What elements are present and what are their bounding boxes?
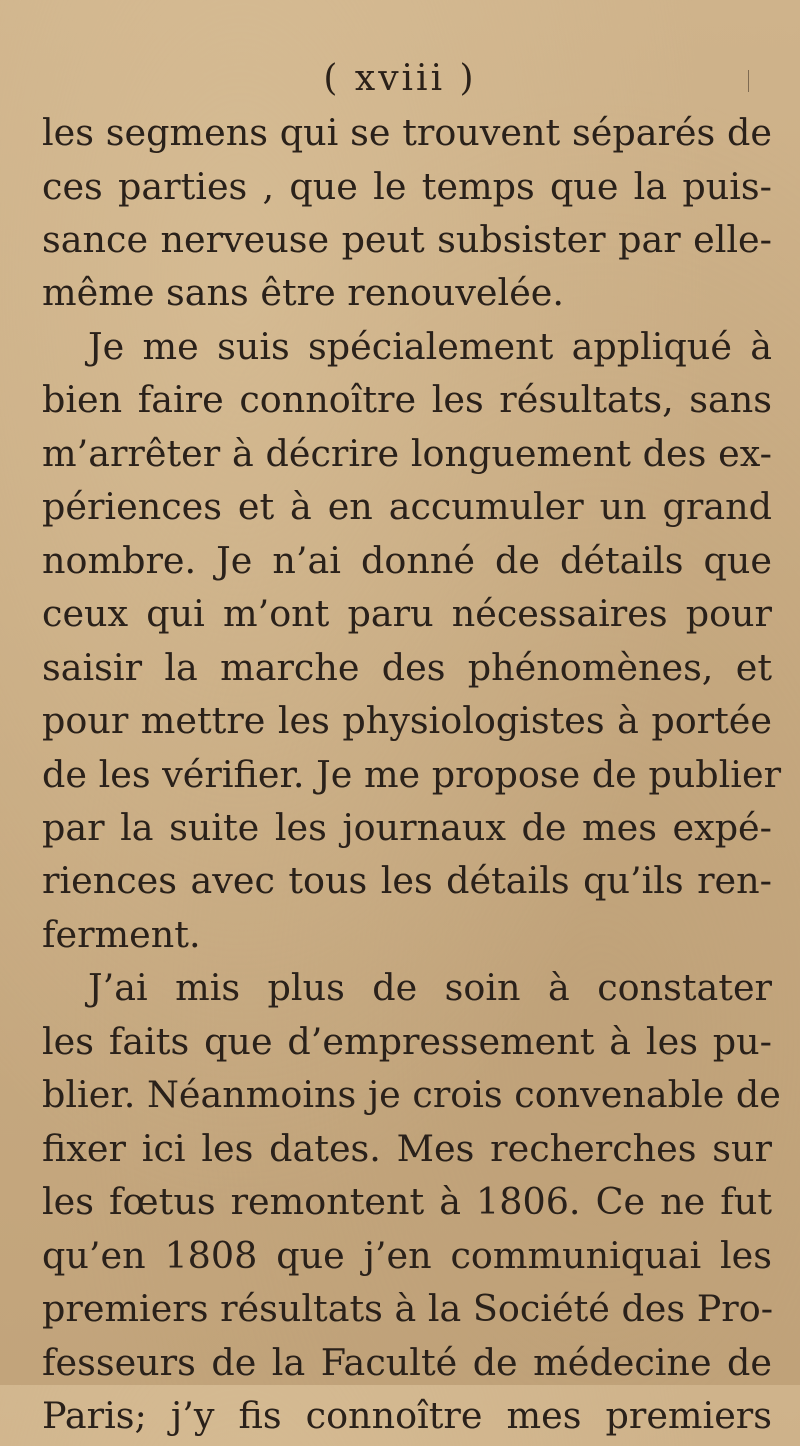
text-line: les fœtus remontent à 1806. Ce ne fut (42, 1180, 772, 1223)
page-number-header: ( xviii ) (323, 58, 477, 99)
text-line: de les vérifier. Je me propose de publier (42, 753, 782, 796)
margin-mark (748, 70, 749, 92)
text-line: m’arrêter à décrire longuement des ex- (42, 432, 772, 475)
text-line: les faits que d’empressement à les pu- (42, 1020, 772, 1063)
text-line: riences avec tous les détails qu’ils ren- (42, 859, 772, 902)
text-line: fixer ici les dates. Mes recherches sur (42, 1127, 772, 1170)
text-line: les segmens qui se trouvent séparés de (42, 111, 772, 154)
text-line: premiers résultats à la Société des Pro- (42, 1287, 774, 1330)
text-line: ces parties , que le temps que la puis- (42, 165, 772, 208)
text-line: nombre. Je n’ai donné de détails que (42, 539, 772, 582)
text-line: par la suite les journaux de mes expé- (42, 806, 772, 849)
text-line: Je me suis spécialement appliqué à (88, 325, 772, 368)
text-line: ferment. (42, 913, 201, 956)
text-line: même sans être renouvelée. (42, 271, 565, 314)
text-line: bien faire connoître les résultats, sans (42, 378, 772, 421)
text-line: J’ai mis plus de soin à constater (88, 966, 772, 1009)
text-line: périences et à en accumuler un grand (42, 485, 772, 528)
text-line: fesseurs de la Faculté de médecine de (42, 1341, 772, 1384)
text-line: blier. Néanmoins je crois convenable de (42, 1073, 781, 1116)
text-line: saisir la marche des phénomènes, et (42, 646, 772, 689)
text-line: Paris; j’y fis connoître mes premiers (42, 1394, 772, 1437)
text-line: sance nerveuse peut subsister par elle- (42, 218, 772, 261)
text-line: pour mettre les physiologistes à portée (42, 699, 772, 742)
text-line: ceux qui m’ont paru nécessaires pour (42, 592, 772, 635)
text-line: qu’en 1808 que j’en communiquai les (42, 1234, 772, 1277)
